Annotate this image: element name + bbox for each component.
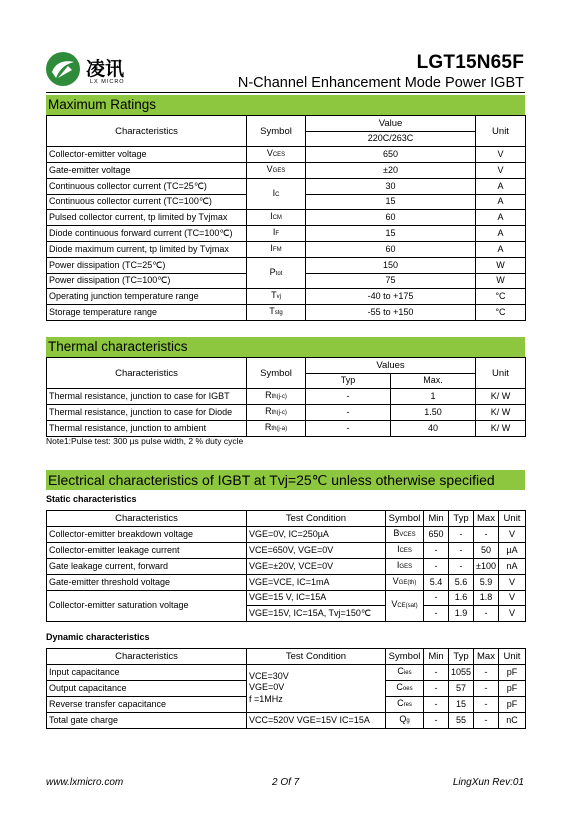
col-header-values: Values: [306, 358, 476, 374]
row-max: -: [474, 696, 499, 712]
footer-revision: LingXun Rev:01: [452, 777, 524, 788]
thermal-table: [46, 357, 526, 437]
row-min: -: [424, 696, 449, 712]
symbol-letter: R: [265, 390, 272, 400]
row-condition: VGE=15 V, IC=15A: [247, 590, 386, 606]
symbol-subscript: VCES: [399, 531, 416, 538]
row-characteristic: Thermal resistance, junction to ambient: [47, 421, 247, 437]
symbol-subscript: GES: [272, 168, 286, 174]
table-row: [47, 590, 526, 606]
col-header-value-sub: 220C/263C: [306, 131, 476, 147]
row-typ: -: [306, 389, 391, 405]
col-header-typ: Typ: [449, 511, 474, 527]
row-symbol: [247, 226, 306, 242]
row-typ: 1.9: [449, 606, 474, 622]
row-symbol: [386, 526, 424, 542]
symbol-letter: C: [397, 665, 404, 676]
symbol-letter: V: [266, 164, 273, 174]
row-condition: VGE=0V, IC=250µA: [247, 526, 386, 542]
symbol-letter: T: [271, 290, 277, 300]
row-symbol: [247, 421, 306, 437]
table-row: [47, 163, 526, 179]
col-header-typ: Typ: [449, 649, 474, 665]
symbol-letter: Q: [399, 713, 407, 724]
symbol-subscript: GE(th): [398, 579, 417, 586]
row-symbol: [247, 147, 306, 163]
row-min: -: [424, 712, 449, 728]
symbol-subscript: C: [275, 191, 280, 198]
symbol-subscript: th(j-c): [271, 410, 287, 416]
row-symbol: [247, 405, 306, 421]
symbol-letter: C: [396, 681, 403, 692]
row-value: -40 to +175: [306, 289, 476, 305]
row-symbol: [386, 680, 424, 696]
row-typ: -: [449, 526, 474, 542]
table-row: [47, 258, 526, 274]
symbol-letter: V: [391, 599, 398, 609]
col-header-max: Max.: [391, 373, 476, 389]
row-max: 40: [391, 421, 476, 437]
row-unit: °C: [476, 289, 526, 305]
row-characteristic: Pulsed collector current, tp limited by Tvjmax: [47, 210, 247, 226]
static-title: Static characteristics: [46, 494, 137, 504]
row-min: -: [424, 680, 449, 696]
row-min: -: [424, 590, 449, 606]
row-min: 5.4: [424, 574, 449, 590]
table-row: [47, 664, 526, 680]
symbol-subscript: th(j-c): [271, 394, 287, 400]
row-unit: nA: [499, 558, 526, 574]
row-value: 75: [306, 273, 476, 289]
col-header-characteristics: Characteristics: [47, 649, 247, 665]
table-row: [47, 179, 526, 195]
row-unit: V: [476, 147, 526, 163]
symbol-subscript: F: [275, 231, 280, 237]
symbol-subscript: CE(sat): [397, 603, 418, 609]
row-symbol: [247, 242, 306, 258]
row-unit: °C: [476, 305, 526, 321]
row-condition: VCC=520V VGE=15V IC=15A: [247, 712, 386, 728]
row-max: ±100: [474, 558, 499, 574]
row-max: -: [474, 606, 499, 622]
row-max: -: [474, 526, 499, 542]
row-value: 15: [306, 194, 476, 210]
row-unit: V: [499, 574, 526, 590]
table-row: [47, 574, 526, 590]
row-unit: V: [499, 526, 526, 542]
thermal-title: Thermal characteristics: [46, 337, 525, 357]
row-characteristic: Output capacitance: [47, 680, 247, 696]
row-symbol: [386, 558, 424, 574]
row-min: -: [424, 558, 449, 574]
row-characteristic: Collector-emitter breakdown voltage: [47, 526, 247, 542]
col-header-unit: Unit: [499, 649, 526, 665]
col-header-max: Max: [474, 511, 499, 527]
symbol-letter: I: [270, 243, 273, 253]
table-row: [47, 558, 526, 574]
symbol-subscript: FM: [272, 247, 282, 253]
row-unit: W: [476, 258, 526, 274]
row-max: -: [474, 664, 499, 680]
row-symbol: [247, 289, 306, 305]
row-unit: K/ W: [476, 389, 526, 405]
table-row: [47, 542, 526, 558]
col-header-min: Min: [424, 649, 449, 665]
symbol-letter: V: [392, 575, 399, 586]
col-header-symbol: Symbol: [386, 511, 424, 527]
row-unit: K/ W: [476, 421, 526, 437]
row-typ: 1055: [449, 664, 474, 680]
table-row: [47, 226, 526, 242]
symbol-subscript: g: [406, 717, 410, 724]
col-header-characteristics: Characteristics: [47, 116, 247, 147]
row-condition: VGE=±20V, VCE=0V: [247, 558, 386, 574]
symbol-subscript: vj: [276, 294, 281, 300]
symbol-letter: I: [397, 543, 400, 554]
row-min: -: [424, 542, 449, 558]
row-symbol: [247, 305, 306, 321]
row-symbol: [386, 712, 424, 728]
row-max: -: [474, 712, 499, 728]
part-number: LGT15N65F: [416, 52, 524, 73]
row-symbol: [386, 590, 424, 621]
footer-url[interactable]: www.lxmicro.com: [46, 777, 124, 788]
symbol-subscript: CES: [272, 152, 286, 158]
row-value: 30: [306, 179, 476, 195]
col-header-symbol: Symbol: [386, 649, 424, 665]
symbol-letter: I: [272, 227, 276, 237]
static-table: [46, 510, 526, 622]
company-name-cn: 凌讯: [86, 58, 125, 80]
thermal-note: Note1:Pulse test: 300 µs pulse width, 2 % duty cycle: [46, 436, 244, 446]
row-min: 650: [424, 526, 449, 542]
row-characteristic: Operating junction temperature range: [47, 289, 247, 305]
row-unit: K/ W: [476, 405, 526, 421]
row-symbol: [386, 574, 424, 590]
condition-line: VCE=30V: [249, 670, 289, 681]
row-condition: [247, 664, 386, 712]
row-characteristic: Input capacitance: [47, 664, 247, 680]
symbol-letter: P: [269, 266, 276, 277]
table-row: [47, 210, 526, 226]
col-header-condition: Test Condition: [247, 649, 386, 665]
row-value: 60: [306, 210, 476, 226]
col-header-symbol: Symbol: [247, 358, 306, 389]
symbol-subscript: res: [403, 701, 412, 708]
col-header-condition: Test Condition: [247, 511, 386, 527]
col-header-characteristics: Characteristics: [47, 358, 247, 389]
symbol-letter: I: [396, 559, 400, 570]
row-min: -: [424, 606, 449, 622]
row-symbol: [386, 696, 424, 712]
row-unit: pF: [499, 696, 526, 712]
row-condition: VCE=650V, VGE=0V: [247, 542, 386, 558]
row-unit: V: [499, 606, 526, 622]
row-characteristic: Reverse transfer capacitance: [47, 696, 247, 712]
col-header-unit: Unit: [499, 511, 526, 527]
row-max: 1: [391, 389, 476, 405]
symbol-letter: C: [397, 697, 404, 708]
col-header-typ: Typ: [306, 373, 391, 389]
row-unit: A: [476, 226, 526, 242]
symbol-subscript: CM: [272, 215, 282, 221]
row-value: 15: [306, 226, 476, 242]
row-characteristic: Gate leakage current, forward: [47, 558, 247, 574]
row-value: -55 to +150: [306, 305, 476, 321]
symbol-subscript: stg: [274, 310, 283, 316]
row-max: 1.50: [391, 405, 476, 421]
row-typ: -: [306, 405, 391, 421]
max-ratings-table: [46, 115, 526, 321]
table-row: [47, 526, 526, 542]
row-characteristic: Storage temperature range: [47, 305, 247, 321]
symbol-subscript: ies: [403, 669, 412, 676]
row-typ: -: [306, 421, 391, 437]
row-typ: 57: [449, 680, 474, 696]
symbol-letter: B: [393, 527, 400, 538]
dynamic-table: [46, 648, 526, 729]
condition-line: f =1MHz: [249, 693, 283, 704]
col-header-unit: Unit: [476, 116, 526, 147]
row-symbol: [386, 664, 424, 680]
table-row: [47, 147, 526, 163]
row-characteristic: Collector-emitter voltage: [47, 147, 247, 163]
condition-line: VGE=0V: [249, 682, 285, 693]
row-typ: -: [449, 558, 474, 574]
col-header-max: Max: [474, 649, 499, 665]
row-typ: -: [449, 542, 474, 558]
row-value: ±20: [306, 163, 476, 179]
col-header-value: Value: [306, 116, 476, 132]
symbol-subscript: tot: [275, 270, 283, 277]
row-symbol: [247, 258, 306, 289]
row-unit: A: [476, 210, 526, 226]
symbol-subscript: GES: [399, 563, 413, 570]
row-typ: 1.6: [449, 590, 474, 606]
row-condition: VGE=VCE, IC=1mA: [247, 574, 386, 590]
row-value: 60: [306, 242, 476, 258]
row-characteristic: Total gate charge: [47, 712, 247, 728]
row-max: -: [474, 680, 499, 696]
company-logo: [44, 50, 136, 90]
symbol-subscript: CES: [399, 547, 412, 554]
footer-page-number: 2 Of 7: [272, 777, 300, 788]
row-condition: VGE=15V, IC=15A, Tvj=150℃: [247, 606, 386, 622]
row-symbol: [247, 389, 306, 405]
header-rule: [46, 92, 525, 93]
table-row: [47, 305, 526, 321]
row-characteristic: Continuous collector current (TC=25℃): [47, 179, 247, 195]
row-unit: A: [476, 194, 526, 210]
row-min: -: [424, 664, 449, 680]
row-characteristic: Power dissipation (TC=100℃): [47, 273, 247, 289]
row-unit: nC: [499, 712, 526, 728]
table-row: [47, 242, 526, 258]
table-row: [47, 289, 526, 305]
row-value: 150: [306, 258, 476, 274]
row-typ: 55: [449, 712, 474, 728]
symbol-letter: I: [272, 187, 276, 198]
row-unit: A: [476, 242, 526, 258]
row-characteristic: Thermal resistance, junction to case for Diode: [47, 405, 247, 421]
col-header-unit: Unit: [476, 358, 526, 389]
symbol-letter: T: [269, 306, 275, 316]
symbol-letter: V: [266, 148, 273, 158]
company-name-en: LX MICRO: [90, 79, 125, 85]
table-row: [47, 421, 526, 437]
col-header-symbol: Symbol: [247, 116, 306, 147]
row-typ: 5.6: [449, 574, 474, 590]
dynamic-title: Dynamic characteristics: [46, 632, 150, 642]
table-row: [47, 712, 526, 728]
row-unit: A: [476, 179, 526, 195]
row-characteristic: Gate-emitter threshold voltage: [47, 574, 247, 590]
table-row: [47, 389, 526, 405]
row-value: 650: [306, 147, 476, 163]
electrical-title: Electrical characteristics of IGBT at Tvj=25℃ unless otherwise specified: [46, 470, 525, 490]
row-max: 1.8: [474, 590, 499, 606]
row-symbol: [247, 210, 306, 226]
row-unit: µA: [499, 542, 526, 558]
row-max: 50: [474, 542, 499, 558]
row-characteristic: Diode maximum current, tp limited by Tvjmax: [47, 242, 247, 258]
symbol-subscript: th(j-a): [271, 426, 288, 432]
table-row: [47, 405, 526, 421]
row-characteristic: Collector-emitter saturation voltage: [47, 590, 247, 621]
row-characteristic: Collector-emitter leakage current: [47, 542, 247, 558]
col-header-min: Min: [424, 511, 449, 527]
row-unit: W: [476, 273, 526, 289]
row-symbol: [247, 163, 306, 179]
row-typ: 15: [449, 696, 474, 712]
row-unit: V: [499, 590, 526, 606]
row-unit: pF: [499, 664, 526, 680]
max-ratings-title: Maximum Ratings: [46, 95, 525, 115]
symbol-subscript: oes: [402, 685, 413, 692]
symbol-letter: R: [265, 406, 272, 416]
row-characteristic: Power dissipation (TC=25℃): [47, 258, 247, 274]
row-unit: V: [476, 163, 526, 179]
row-characteristic: Diode continuous forward current (TC=100℃): [47, 226, 247, 242]
row-symbol: [247, 179, 306, 210]
symbol-letter: I: [270, 211, 273, 221]
row-unit: pF: [499, 680, 526, 696]
col-header-characteristics: Characteristics: [47, 511, 247, 527]
row-max: 5.9: [474, 574, 499, 590]
document-subtitle: N-Channel Enhancement Mode Power IGBT: [237, 75, 524, 91]
symbol-letter: R: [264, 422, 272, 432]
row-symbol: [386, 542, 424, 558]
row-characteristic: Thermal resistance, junction to case for IGBT: [47, 389, 247, 405]
row-characteristic: Gate-emitter voltage: [47, 163, 247, 179]
row-characteristic: Continuous collector current (TC=100℃): [47, 194, 247, 210]
